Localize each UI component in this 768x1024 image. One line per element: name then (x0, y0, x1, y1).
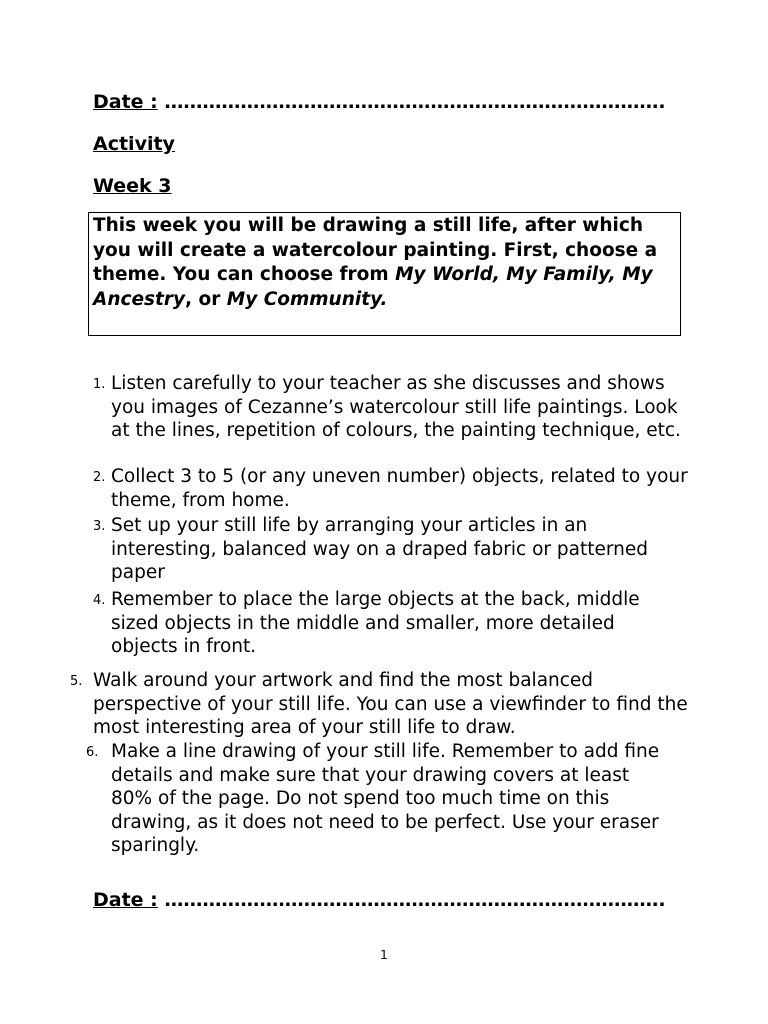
step-number: 3. (93, 519, 106, 534)
step-number: 6. (86, 745, 99, 760)
date-label: Date : (93, 91, 158, 113)
intro-theme-1: My World, My Family, My Ancestry (93, 264, 653, 310)
step-number: 5. (70, 674, 83, 689)
intro-box (88, 212, 681, 336)
week-heading: Week 3 (93, 175, 172, 197)
date-label: Date : (93, 889, 158, 911)
step-item: Set up your still life by arranging your articles in an interesting, balanced way on a draped fabric or patterned paper (111, 515, 648, 583)
step-item: Collect 3 to 5 (or any uneven number) objects, related to your theme, from home. (111, 466, 688, 511)
intro-theme-2: My Community. (226, 288, 388, 310)
step-number: 1. (93, 377, 106, 392)
page-number: 1 (380, 948, 388, 962)
date-line-bottom (93, 889, 666, 911)
step-item: Make a line drawing of your still life. Remember to add fine details and make sure that your drawing covers at least 80% of the page. Do not spend too much time on this drawing, as it does not need to be perfect. Use your eraser sparingly. (111, 741, 660, 856)
step-item: Remember to place the large objects at the back, middle sized objects in the middle and smaller, more detailed objects in front. (111, 589, 640, 657)
intro-text-2: , or (185, 288, 227, 310)
date-dots: ……………………………………………………………………. (157, 889, 666, 911)
activity-heading: Activity (93, 133, 175, 155)
intro-text-1: This week you will be drawing a still life, after which you will create a watercolour painting. First, choose a theme. You can choose from (93, 215, 658, 285)
date-line-top (93, 91, 666, 113)
step-number: 2. (93, 470, 106, 485)
step-item: Walk around your artwork and find the most balanced perspective of your still life. You can use a viewfinder to find the most interesting area of your still life to draw. (93, 670, 688, 738)
step-item: Listen carefully to your teacher as she discusses and shows you images of Cezanne’s watercolour still life paintings. Look at the lines, repetition of colours, the painting technique, etc. (111, 373, 681, 441)
date-dots: ……………………………………………………………………. (157, 91, 666, 113)
step-number: 4. (93, 593, 106, 608)
